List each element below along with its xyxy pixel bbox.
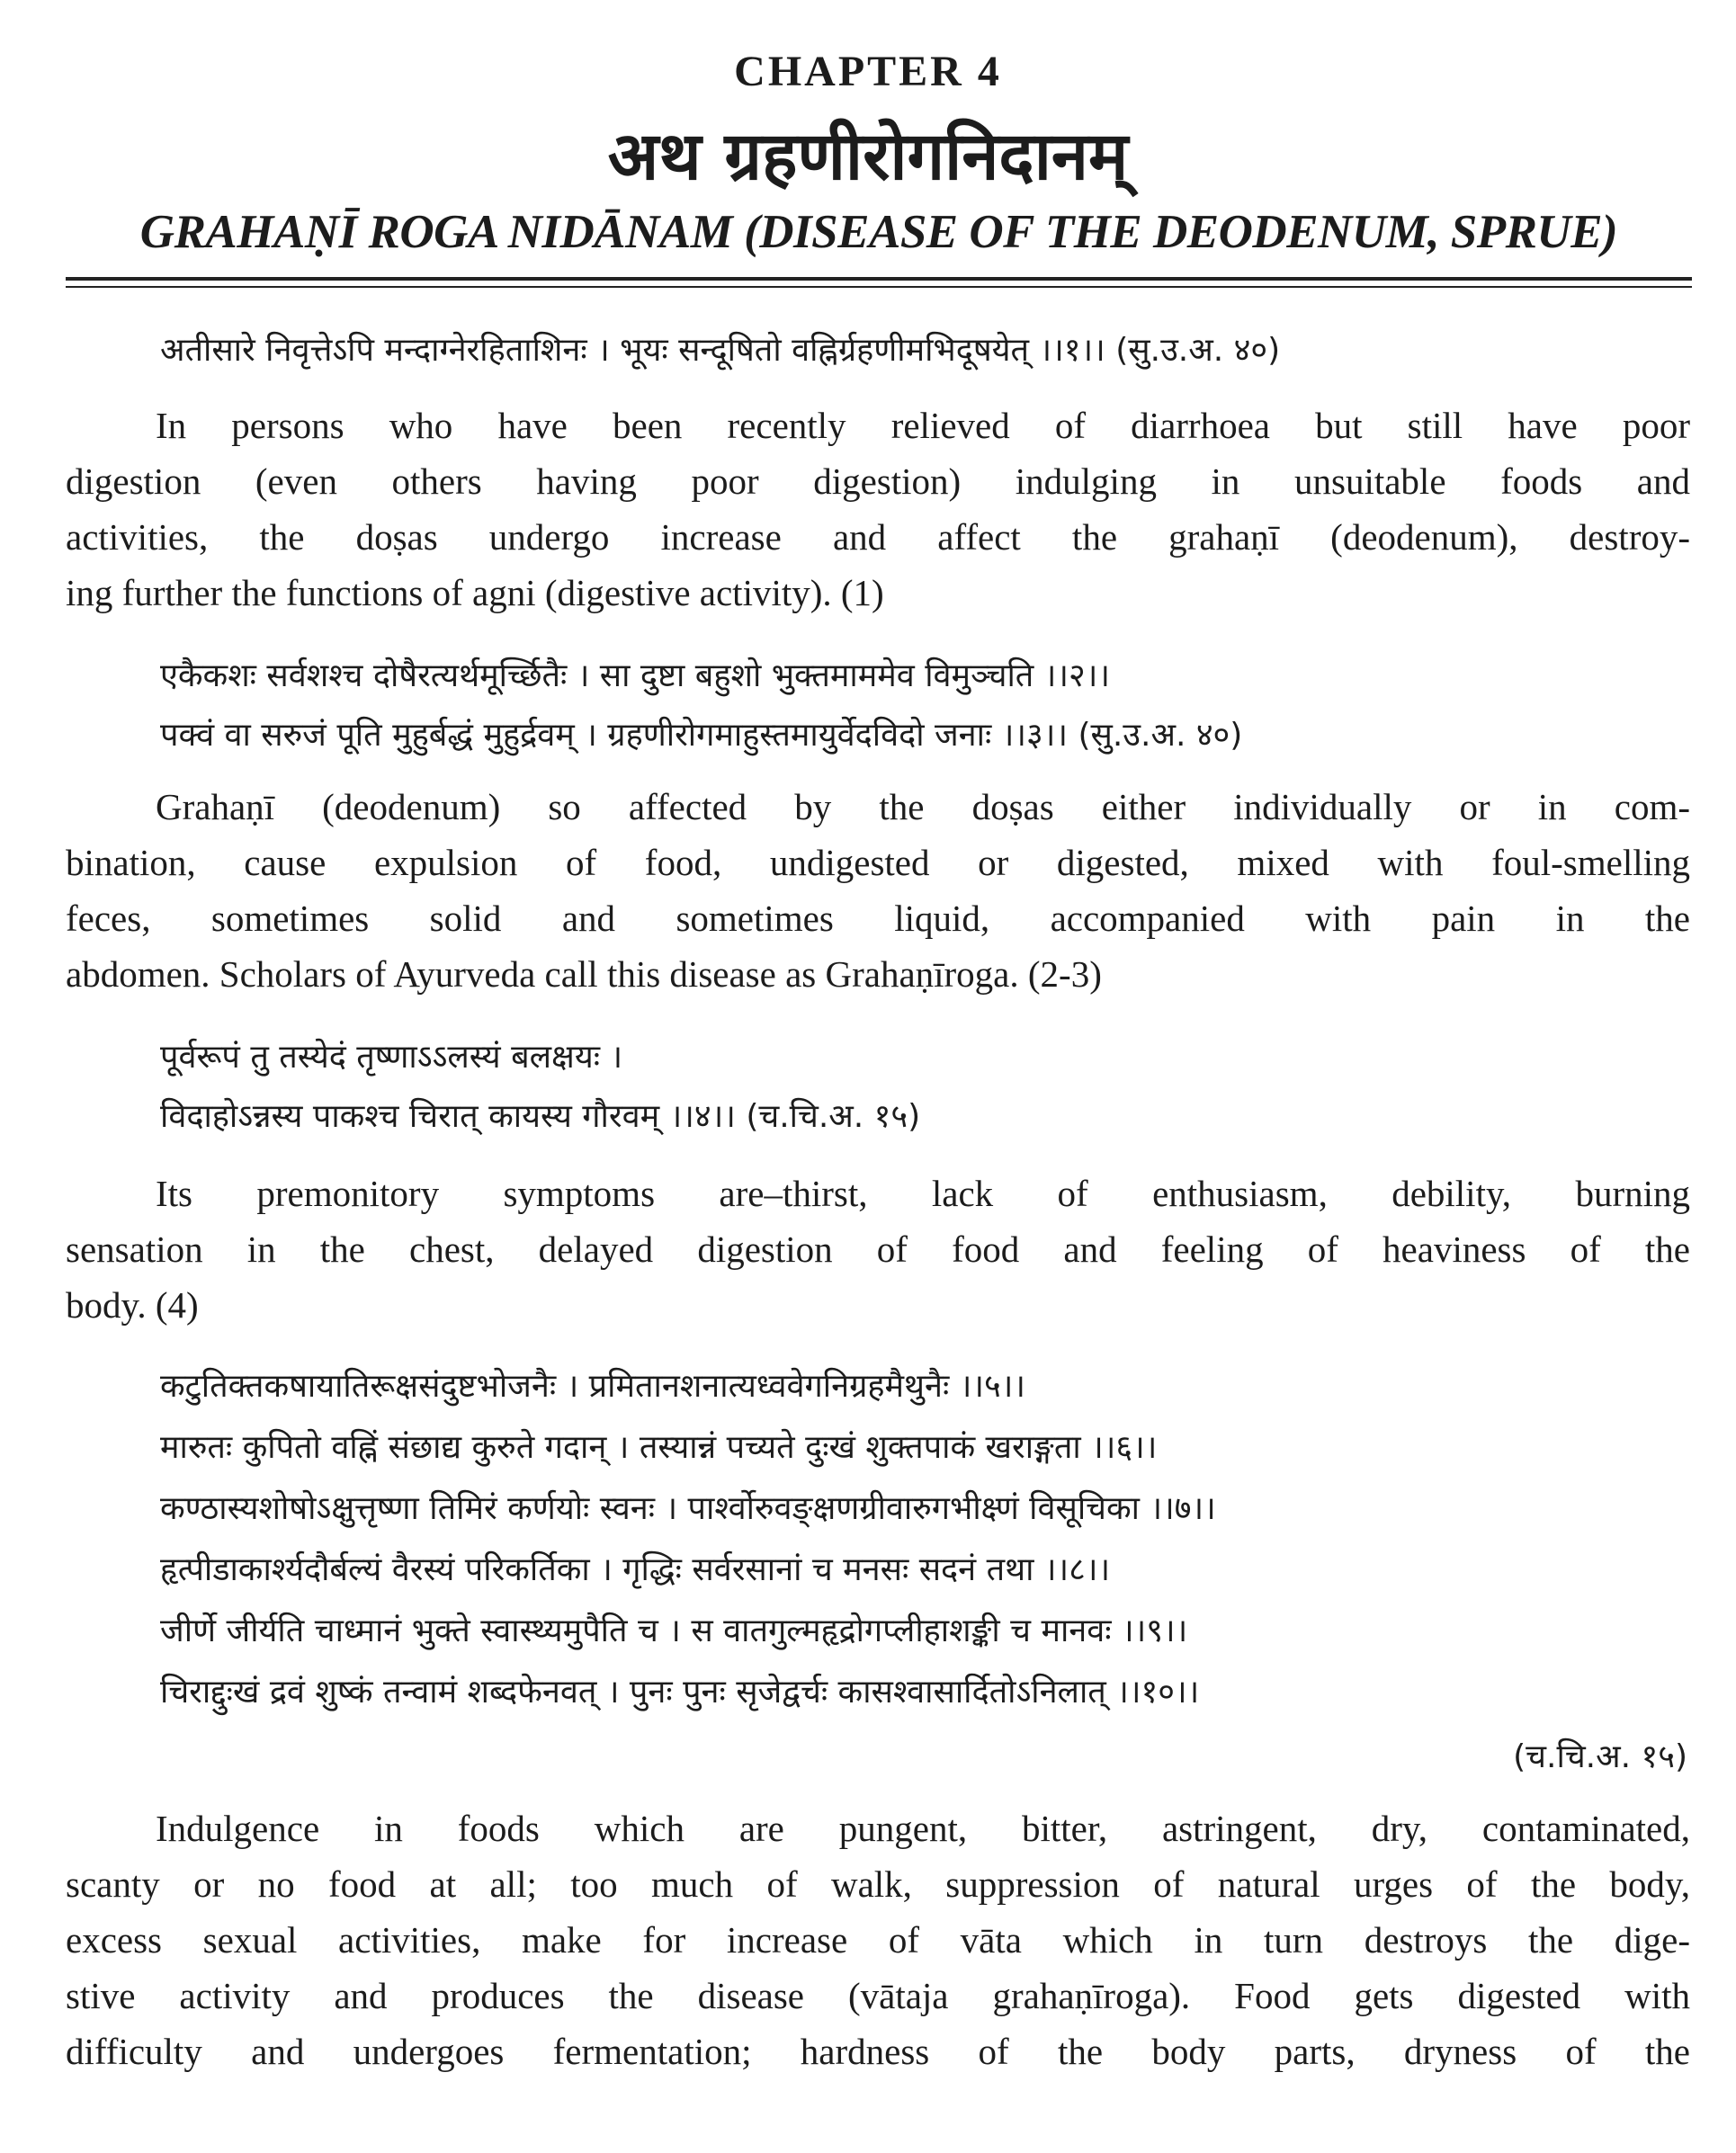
paragraph-line: sensation in the chest, delayed digestion of food and feeling of heaviness of the (66, 1228, 1690, 1270)
chapter-label: CHAPTER 4 (734, 48, 1002, 95)
paragraph-line: Its premonitory symptoms are–thirst, lack of enthusiasm, debility, burning (156, 1173, 1690, 1214)
paragraph-line: digestion (even others having poor digestion) indulging in unsuitable foods and (66, 460, 1690, 502)
verse-4b: विदाहोऽन्नस्य पाकश्च चिरात् कायस्य गौरवम् ।।४।। (च.चि.अ. १५) (160, 1098, 921, 1135)
title-rule-thick (66, 277, 1692, 281)
paragraph-line: abdomen. Scholars of Ayurveda call this disease as Grahaṇīroga. (2-3) (66, 953, 1102, 995)
title-rule-thin (66, 286, 1692, 288)
verse-5: कटुतिक्तकषायातिरूक्षसंदुष्टभोजनैः । प्रमितानशनात्यध्ववेगनिग्रहमैथुनैः ।।५।। (160, 1368, 1026, 1405)
verse-8: हृत्पीडाकार्श्यदौर्बल्यं वैरस्यं परिकर्तिका । गृद्धिः सर्वरसानां च मनसः सदनं तथा ।।८।। (160, 1551, 1111, 1588)
verse-10: चिराद्दुःखं द्रवं शुष्कं तन्वामं शब्दफेनवत् । पुनः पुनः सृजेद्वर्चः कासश्वासार्दितोऽनिलात् ।।१०।। (160, 1674, 1200, 1711)
paragraph-line: scanty or no food at all; too much of walk, suppression of natural urges of the body, (66, 1863, 1690, 1905)
paragraph-line: stive activity and produces the disease (vātaja grahaṇīroga). Food gets digested with (66, 1975, 1690, 2016)
verse-7: कण्ठास्यशोषोऽक्षुत्तृष्णा तिमिरं कर्णयोः स्वनः । पार्श्वोरुवङ्क्षणग्रीवारुगभीक्ष्णं विसूचिका ।।७।। (160, 1490, 1216, 1527)
paragraph-line: bination, cause expulsion of food, undigested or digested, mixed with foul-smelling (66, 842, 1690, 883)
verse-2: एकैकशः सर्वशश्च दोषैरत्यर्थमूर्च्छितैः । सा दुष्टा बहुशो भुक्तमाममेव विमुञ्चति ।।२।। (160, 657, 1111, 694)
paragraph-line: ing further the functions of agni (digestive activity). (1) (66, 572, 884, 613)
paragraph-line: difficulty and undergoes fermentation; hardness of the body parts, dryness of the (66, 2031, 1690, 2072)
paragraph-2 (66, 779, 1690, 1002)
paragraph-line: feces, sometimes solid and sometimes liquid, accompanied with pain in the (66, 898, 1690, 939)
chapter-title-english: GRAHAṆĪ ROGA NIDĀNAM (DISEASE OF THE DEODENUM, SPRUE) (139, 206, 1618, 258)
paragraph-line: excess sexual activities, make for increase of vāta which in turn destroys the dige- (66, 1919, 1690, 1961)
verse-3: पक्वं वा सरुजं पूति मुहुर्बद्धं मुहुर्द्रवम् । ग्रहणीरोगमाहुस्तमायुर्वेदविदो जनाः ।।३।। (सु.उ.अ. ४०) (160, 717, 1243, 754)
paragraph-3 (66, 1166, 1690, 1333)
paragraph-line: In persons who have been recently relieved of diarrhoea but still have poor (156, 405, 1690, 446)
verse-9: जीर्णे जीर्यति चाध्मानं भुक्ते स्वास्थ्यमुपैति च । स वातगुल्महृद्रोगप्लीहाशङ्की च मानवः ।।९।। (160, 1613, 1188, 1649)
verse-6: मारुतः कुपितो वह्निं संछाद्य कुरुते गदान् । तस्यान्नं पच्यते दुःखं शुक्तपाकं खराङ्गता ।।६।। (160, 1429, 1158, 1466)
paragraph-line: body. (4) (66, 1284, 199, 1326)
paragraph-4 (66, 1800, 1690, 2079)
verse-10-citation: (च.चि.अ. १५) (1513, 1738, 1687, 1775)
chapter-title-sanskrit: अथ ग्रहणीरोगनिदानम् (607, 118, 1129, 195)
verse-4a: पूर्वरूपं तु तस्येदं तृष्णाऽऽलस्यं बलक्षयः । (160, 1039, 623, 1076)
paragraph-1 (66, 398, 1690, 621)
paragraph-line: Indulgence in foods which are pungent, bitter, astringent, dry, contaminated, (156, 1808, 1690, 1849)
verse-1: अतीसारे निवृत्तेऽपि मन्दाग्नेरहिताशिनः । भूयः सन्दूषितो वह्निर्ग्रहणीमभिदूषयेत् ।।१।। (सु.उ.अ. ४०) (160, 332, 1281, 369)
paragraph-line: Grahaṇī (deodenum) so affected by the doṣas either individually or in com- (156, 786, 1690, 827)
paragraph-line: activities, the doṣas undergo increase and affect the grahaṇī (deodenum), destroy- (66, 516, 1690, 558)
